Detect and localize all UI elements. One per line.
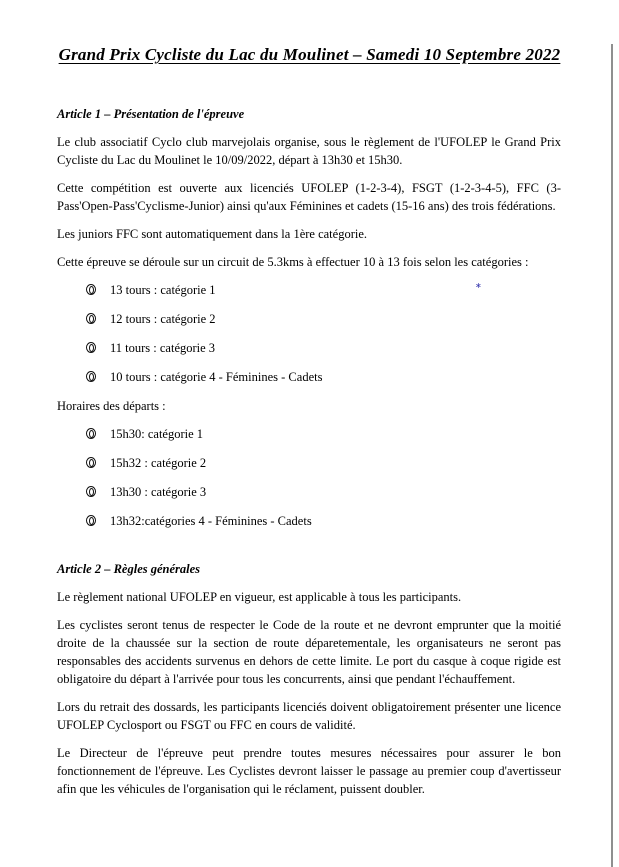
article1-paragraph-4: Cette épreuve se déroule sur un circuit de 5.3kms à effectuer 10 à 13 fois selon les catégories : xyxy=(57,255,529,269)
list-item xyxy=(57,425,561,443)
document-page xyxy=(0,44,619,867)
stray-blue-mark: ∗ xyxy=(475,281,482,290)
list-item xyxy=(57,368,561,386)
document-title: Grand Prix Cycliste du Lac du Moulinet – Samedi 10 Septembre 2022 xyxy=(58,45,561,64)
circled-ring-bullet-icon xyxy=(86,515,96,526)
article2-paragraph-1: Le règlement national UFOLEP en vigueur, est applicable à tous les participants. xyxy=(57,590,462,604)
circled-ring-bullet-icon xyxy=(86,486,96,497)
article1-heading: Article 1 – Présentation de l'épreuve xyxy=(57,107,245,121)
viewer-edge-line xyxy=(611,44,613,867)
circled-ring-bullet-icon xyxy=(86,313,96,324)
list-item-label: 13h32:catégories 4 - Féminines - Cadets xyxy=(110,514,312,528)
article2-paragraph-3: Lors du retrait des dossards, les participants licenciés doivent obligatoirement présenter une licence UFOLEP Cyclosport ou FSGT ou FFC en cours de validité. xyxy=(57,700,561,732)
article2-paragraph-2: Les cyclistes seront tenus de respecter le Code de la route et ne devront emprunter que la moitié droite de la chaussée sur la section de route déparetementale, les organisateurs ne seront pas responsables des accidents survenus en dehors de cette limite. Le port du casque à coque rigide est obligatoire du départ à l'arrivée pour tous les concurrents, ainsi que pendant l'échauffement. xyxy=(57,618,561,686)
list-item xyxy=(57,281,561,299)
list-item xyxy=(57,339,561,357)
list-item-label: 13 tours : catégorie 1 xyxy=(110,283,216,297)
article1-paragraph-3: Les juniors FFC sont automatiquement dans la 1ère catégorie. xyxy=(57,227,367,241)
article1-paragraph-2: Cette compétition est ouverte aux licenciés UFOLEP (1-2-3-4), FSGT (1-2-3-4-5), FFC (3-Pass'Open-Pass'Cyclisme-Junior) ainsi qu'aux Féminines et cadets (15-16 ans) des trois fédérations. xyxy=(57,181,561,213)
list-item-label: 10 tours : catégorie 4 - Féminines - Cadets xyxy=(110,370,323,384)
list-item-label: 13h30 : catégorie 3 xyxy=(110,485,207,499)
article1-paragraph-1: Le club associatif Cyclo club marvejolais organise, sous le règlement de l'UFOLEP le Grand Prix Cycliste du Lac du Moulinet le 10/09/2022, départ à 13h30 et 15h30. xyxy=(57,135,561,167)
list-item-label: 15h32 : catégorie 2 xyxy=(110,456,207,470)
list-item-label: 12 tours : catégorie 2 xyxy=(110,312,216,326)
document-body xyxy=(0,105,619,798)
list-item xyxy=(57,512,561,530)
list-item xyxy=(57,454,561,472)
circled-ring-bullet-icon xyxy=(86,342,96,353)
circled-ring-bullet-icon xyxy=(86,457,96,468)
circled-ring-bullet-icon xyxy=(86,371,96,382)
article2-paragraph-4: Le Directeur de l'épreuve peut prendre toutes mesures nécessaires pour assurer le bon fonctionnement de l'épreuve. Les Cyclistes devront laisser le passage au premier coup d'avertisseur afin que les véhicules de l'organisation qui le réclament, puissent doubler. xyxy=(57,746,561,796)
list-item xyxy=(57,483,561,501)
circled-ring-bullet-icon xyxy=(86,284,96,295)
list-item-label: 11 tours : catégorie 3 xyxy=(110,341,216,355)
list-item xyxy=(57,310,561,328)
circled-ring-bullet-icon xyxy=(86,428,96,439)
list-item-label: 15h30: catégorie 1 xyxy=(110,427,204,441)
horaires-label: Horaires des départs : xyxy=(57,399,166,413)
article2-heading: Article 2 – Règles générales xyxy=(57,562,201,576)
